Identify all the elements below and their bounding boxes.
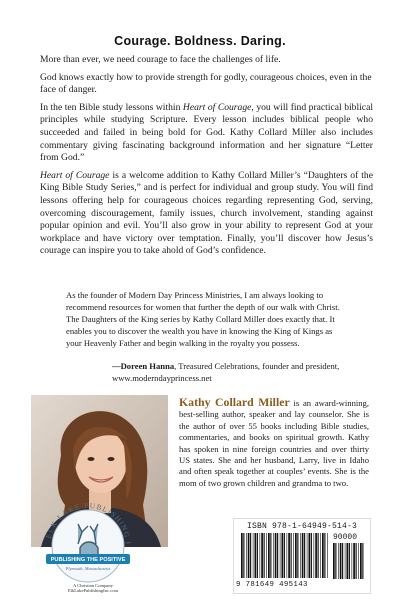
publisher-banner-text: PUBLISHING THE POSITIVE bbox=[50, 557, 126, 563]
publisher-tagline: A Christian Company bbox=[72, 583, 114, 588]
publisher-location-text: Plymouth, Massachusetts bbox=[65, 566, 111, 571]
isbn-label: ISBN 978-1-64949-514-3 bbox=[246, 522, 358, 531]
description bbox=[40, 54, 373, 263]
paragraph-4-text: is a welcome addition to Kathy Collard Miller’s “Daughters of the King Bible Study Series,” and is perfect for individual and group study. You will find lessons offering help for courageous choices regarding representing God, serving, overcoming discouragement, family issues, church involvement, standing against popular opinion and evil. You’ll also grow in your ability to represent God at your workplace and have victory over temptation. Finally, you’ll discover how Jesus’s courage can inspire you to take ahold of God’s confidence. bbox=[40, 169, 373, 257]
author-name: Kathy Collard Miller bbox=[179, 395, 290, 409]
endorsement-attribution bbox=[112, 360, 362, 385]
endorsement-quote bbox=[66, 289, 350, 349]
endorser-title: , Treasured Celebrations, founder and president, www.moderndayprincess.net bbox=[112, 361, 340, 384]
publisher-logo bbox=[38, 494, 138, 592]
book-title-ref: Heart of Courage bbox=[40, 169, 110, 181]
paragraph-1: More than ever, we need courage to face the challenges of life. bbox=[40, 54, 281, 65]
book-title-ref: Heart of Courage bbox=[182, 101, 252, 113]
endorsement-text: As the founder of Modern Day Princess Ministries, I am always looking to recommend resources for women that further the depth of our walk with Christ. The Daughters of the King series by Kathy Collard Miller does exactly that. It enables you to discover the wealth you have in knowing the King of Kings as your Heavenly Father and begin walking in the royalty you possess. bbox=[66, 290, 340, 349]
author-bio bbox=[179, 397, 369, 489]
paragraph-2: God knows exactly how to provide strength for godly, courageous choices, even in the face of danger. bbox=[40, 71, 372, 96]
author-bio-text: is an award-winning, best-selling author, speaker and lay counselor. She is the author of over 55 books including Bible studies, commentaries, and books on spiritual growth. Kathy has spoken in nine foreign countries and over thirty US states. She and her husband, Larry, live in Idaho and often speak together at couples’ events. She is the mom of two grown children and grandma to two. bbox=[179, 398, 370, 488]
publisher-arc-text: ELK LAKE PUBLISHING I bbox=[43, 500, 134, 546]
paragraph-3 bbox=[40, 102, 373, 165]
paragraph-4 bbox=[40, 170, 373, 258]
paragraph-3-start: In the ten Bible study lessons within bbox=[40, 101, 183, 113]
endorser-name: —Doreen Hanna bbox=[112, 361, 175, 371]
barcode-digits: 9 781649 495143 bbox=[236, 581, 308, 589]
price-code: 90000 bbox=[333, 533, 358, 542]
price-barcode-icon bbox=[332, 543, 366, 579]
barcode-area bbox=[233, 518, 371, 594]
paragraph-3-end: , you will find practical biblical principles while studying Scripture. Every lesson includes biblical people who succeeded and failed in being bold for God. Kathy Collard Miller also includes commentary giving fascinating background information and her signature “Letter from God.” bbox=[40, 101, 373, 164]
barcode-icon bbox=[240, 533, 330, 578]
publisher-footer bbox=[48, 583, 138, 593]
elk-lake-logo-icon bbox=[38, 494, 138, 592]
publisher-website: ElkLakePublishingInc.com bbox=[67, 588, 119, 593]
headline: Courage. Boldness. Daring. bbox=[114, 34, 286, 48]
